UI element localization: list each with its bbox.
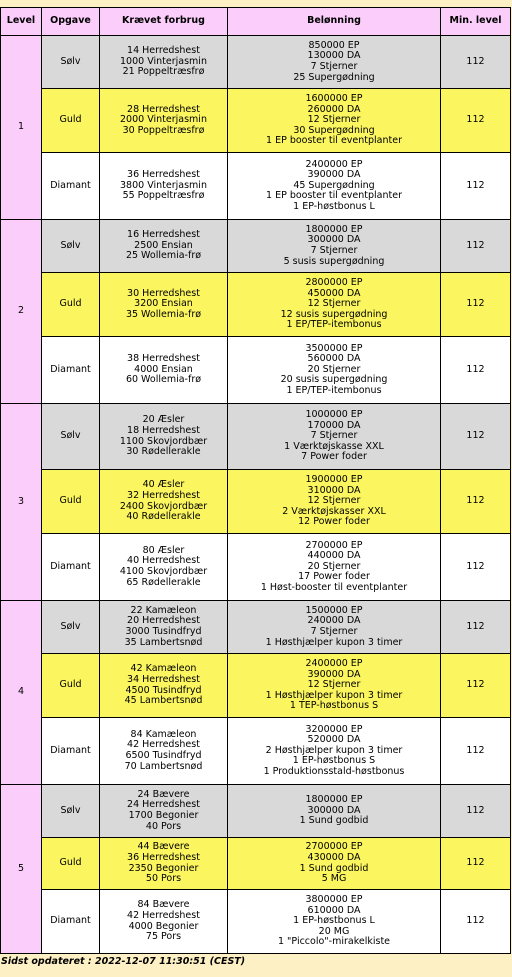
belonning-cell <box>228 153 441 220</box>
forbrug-line: 3000 Tusindfryd <box>125 626 202 637</box>
belonning-line: 20 MG <box>318 925 350 937</box>
belonning-line: 1 Høst-booster til eventplanter <box>260 581 408 593</box>
header-level: Level <box>1 8 42 36</box>
forbrug-cell <box>100 404 228 470</box>
forbrug-line: 34 Herredshest <box>127 673 200 685</box>
forbrug-line: 40 Æsler <box>142 479 185 491</box>
belonning-cell <box>228 273 441 337</box>
header-belonning: Belønning <box>228 8 441 36</box>
forbrug-line: 44 Bævere <box>137 841 190 853</box>
header-row <box>1 8 511 36</box>
belonning-line: 7 Stjerner <box>310 245 358 256</box>
forbrug-line: 1700 Begonier <box>128 810 199 821</box>
min-level-cell: 112 <box>441 337 511 404</box>
forbrug-cell <box>100 654 228 718</box>
forbrug-line: 1000 Vinterjasmin <box>120 55 207 67</box>
belonning-line: 12 Stjerner <box>307 495 361 507</box>
belonning-line: 1 Værktøjskasse XXL <box>284 440 384 452</box>
belonning-line: 12 Stjerner <box>307 679 361 691</box>
belonning-line: 390000 DA <box>307 169 361 181</box>
belonning-line: 1600000 EP <box>305 93 363 105</box>
belonning-line: 17 Power foder <box>298 571 370 583</box>
table-row <box>1 838 511 890</box>
belonning-line: 1 EP booster til eventplanter <box>266 190 402 202</box>
forbrug-line: 4500 Tusindfryd <box>125 684 202 696</box>
forbrug-line: 21 Poppeltræsfrø <box>122 66 205 78</box>
belonning-cell <box>228 890 441 954</box>
forbrug-line: 30 Rødellerakle <box>126 446 201 458</box>
belonning-line: 20 Stjerner <box>307 363 361 375</box>
forbrug-cell <box>100 890 228 954</box>
belonning-line: 2800000 EP <box>305 277 363 289</box>
forbrug-line: 32 Herredshest <box>127 489 200 501</box>
min-level-cell: 112 <box>441 404 511 470</box>
belonning-line: 1 EP/TEP-itembonus <box>286 384 382 396</box>
forbrug-line: 20 Herredshest <box>127 615 200 627</box>
belonning-line: 1 EP/TEP-itembonus <box>286 319 382 331</box>
forbrug-line: 14 Herredshest <box>127 45 200 57</box>
belonning-cell <box>228 838 441 890</box>
opgave-cell: Sølv <box>42 36 100 89</box>
last-updated: Sidst opdateret : 2022-12-07 11:30:51 (CEST) <box>1 956 246 967</box>
belonning-line: 3800000 EP <box>305 894 363 906</box>
min-level-cell: 112 <box>441 838 511 890</box>
table-row <box>1 337 511 404</box>
forbrug-line: 24 Herredshest <box>127 799 200 811</box>
table-row <box>1 404 511 470</box>
forbrug-cell <box>100 36 228 89</box>
header-opgave: Opgave <box>42 8 100 36</box>
forbrug-line: 3800 Vinterjasmin <box>120 179 207 191</box>
event-rewards-table <box>0 7 511 954</box>
min-level-cell: 112 <box>441 890 511 954</box>
level-cell: 3 <box>1 404 42 601</box>
belonning-line: 450000 DA <box>307 287 361 299</box>
opgave-cell: Guld <box>42 470 100 534</box>
opgave-cell: Diamant <box>42 534 100 601</box>
table-row <box>1 890 511 954</box>
min-level-cell: 112 <box>441 601 511 654</box>
belonning-line: 1900000 EP <box>305 474 363 486</box>
level-cell: 4 <box>1 601 42 785</box>
belonning-line: 7 Stjerner <box>310 61 358 72</box>
table-row <box>1 273 511 337</box>
opgave-cell: Guld <box>42 838 100 890</box>
belonning-cell <box>228 337 441 404</box>
forbrug-line: 16 Herredshest <box>127 229 200 241</box>
forbrug-line: 30 Herredshest <box>127 287 200 299</box>
forbrug-line: 2400 Skovjordbær <box>119 500 208 512</box>
belonning-line: 430000 DA <box>307 851 361 863</box>
forbrug-line: 4000 Ensian <box>134 363 193 375</box>
table-row <box>1 153 511 220</box>
forbrug-cell <box>100 785 228 838</box>
table-row <box>1 785 511 838</box>
forbrug-line: 18 Herredshest <box>127 424 200 436</box>
belonning-line: 2 Høsthjælper kupon 3 timer <box>265 744 403 756</box>
min-level-cell: 112 <box>441 718 511 785</box>
forbrug-cell <box>100 153 228 220</box>
opgave-cell: Sølv <box>42 220 100 273</box>
forbrug-line: 24 Bævere <box>137 788 190 800</box>
forbrug-cell <box>100 337 228 404</box>
belonning-cell <box>228 718 441 785</box>
forbrug-line: 42 Herredshest <box>127 909 200 921</box>
forbrug-line: 25 Wollemia-frø <box>125 250 202 262</box>
forbrug-line: 4100 Skovjordbær <box>119 566 208 577</box>
belonning-line: 45 Supergødning <box>293 179 375 191</box>
belonning-line: 7 Stjerner <box>310 430 358 442</box>
forbrug-cell <box>100 470 228 534</box>
forbrug-cell <box>100 534 228 601</box>
table-body <box>1 36 511 954</box>
belonning-line: 12 Power foder <box>298 516 370 528</box>
belonning-line: 390000 DA <box>307 668 361 680</box>
belonning-line: 2400000 EP <box>305 658 363 670</box>
forbrug-line: 42 Herredshest <box>127 739 200 751</box>
forbrug-line: 35 Lambertsnød <box>124 636 203 648</box>
forbrug-line: 22 Kamæleon <box>130 604 197 616</box>
forbrug-line: 84 Bævere <box>137 899 190 911</box>
belonning-line: 1 TEP-høstbonus S <box>289 700 379 712</box>
forbrug-line: 70 Lambertsnød <box>124 760 203 772</box>
forbrug-line: 3200 Ensian <box>134 298 193 310</box>
header-forbrug: Krævet forbrug <box>100 8 228 36</box>
belonning-cell <box>228 404 441 470</box>
belonning-line: 5 susis supergødning <box>283 255 385 267</box>
header-min-level: Min. level <box>441 8 511 36</box>
belonning-line: 1 EP-høstbonus S <box>292 755 376 767</box>
belonning-line: 20 susis supergødning <box>280 374 388 386</box>
min-level-cell: 112 <box>441 153 511 220</box>
forbrug-cell <box>100 89 228 153</box>
belonning-line: 170000 DA <box>307 419 361 431</box>
opgave-cell: Sølv <box>42 601 100 654</box>
belonning-line: 1800000 EP <box>305 223 363 235</box>
opgave-cell: Diamant <box>42 337 100 404</box>
forbrug-line: 55 Poppeltræsfrø <box>122 190 205 202</box>
forbrug-cell <box>100 601 228 654</box>
forbrug-cell <box>100 838 228 890</box>
belonning-line: 7 Power foder <box>301 451 367 463</box>
min-level-cell: 112 <box>441 36 511 89</box>
forbrug-line: 2500 Ensian <box>134 239 193 251</box>
belonning-line: 1500000 EP <box>305 604 363 616</box>
belonning-line: 560000 DA <box>307 353 361 365</box>
belonning-line: 12 susis supergødning <box>280 308 388 320</box>
min-level-cell: 112 <box>441 785 511 838</box>
belonning-line: 25 Supergødning <box>293 71 375 83</box>
belonning-line: 2 Værktøjskasser XXL <box>282 505 386 517</box>
belonning-line: 130000 DA <box>307 50 361 62</box>
forbrug-cell <box>100 220 228 273</box>
belonning-line: 1 EP booster til eventplanter <box>266 135 402 147</box>
belonning-line: 440000 DA <box>307 550 361 562</box>
forbrug-line: 20 Æsler <box>142 414 185 426</box>
belonning-cell <box>228 601 441 654</box>
belonning-cell <box>228 785 441 838</box>
belonning-line: 1000000 EP <box>305 409 363 421</box>
opgave-cell: Diamant <box>42 890 100 954</box>
belonning-line: 1 "Piccolo"-mirakelkiste <box>277 936 391 948</box>
belonning-cell <box>228 654 441 718</box>
belonning-line: 7 Stjerner <box>310 626 358 637</box>
min-level-cell: 112 <box>441 89 511 153</box>
belonning-line: 3200000 EP <box>305 723 363 735</box>
table-row <box>1 654 511 718</box>
forbrug-line: 28 Herredshest <box>127 103 200 115</box>
belonning-line: 2700000 EP <box>305 539 363 551</box>
forbrug-line: 45 Lambertsnød <box>124 695 203 707</box>
forbrug-line: 60 Wollemia-frø <box>125 374 202 386</box>
table-row <box>1 601 511 654</box>
belonning-line: 520000 DA <box>307 734 361 746</box>
belonning-line: 1 EP-høstbonus L <box>293 915 375 927</box>
belonning-line: 1 Produktionsstald-høstbonus <box>263 765 405 777</box>
belonning-cell <box>228 89 441 153</box>
forbrug-line: 75 Pors <box>145 931 182 943</box>
min-level-cell: 112 <box>441 220 511 273</box>
belonning-line: 1 Sund godbid <box>299 862 369 874</box>
forbrug-cell <box>100 273 228 337</box>
forbrug-line: 84 Kamæleon <box>130 728 197 740</box>
belonning-line: 12 Stjerner <box>307 114 361 126</box>
forbrug-line: 65 Rødellerakle <box>126 576 201 588</box>
forbrug-line: 38 Herredshest <box>127 353 200 365</box>
level-cell: 2 <box>1 220 42 404</box>
belonning-line: 1 Sund godbid <box>299 815 369 827</box>
table-row <box>1 534 511 601</box>
forbrug-line: 35 Wollemia-frø <box>125 308 202 320</box>
opgave-cell: Diamant <box>42 718 100 785</box>
opgave-cell: Sølv <box>42 785 100 838</box>
belonning-line: 300000 DA <box>307 234 361 246</box>
belonning-line: 300000 DA <box>307 804 361 816</box>
opgave-cell: Diamant <box>42 153 100 220</box>
min-level-cell: 112 <box>441 273 511 337</box>
min-level-cell: 112 <box>441 470 511 534</box>
opgave-cell: Guld <box>42 654 100 718</box>
belonning-line: 1 EP-høstbonus L <box>293 200 375 212</box>
forbrug-line: 80 Æsler <box>142 544 185 556</box>
forbrug-cell <box>100 718 228 785</box>
forbrug-line: 50 Pors <box>145 873 182 885</box>
forbrug-line: 40 Pors <box>145 820 182 832</box>
belonning-line: 5 MG <box>321 873 347 885</box>
level-cell: 1 <box>1 36 42 220</box>
belonning-line: 2400000 EP <box>305 158 363 170</box>
forbrug-line: 2000 Vinterjasmin <box>120 114 207 126</box>
belonning-line: 20 Stjerner <box>307 560 361 572</box>
belonning-line: 3500000 EP <box>305 342 363 354</box>
belonning-line: 1 Høsthjælper kupon 3 timer <box>265 689 403 701</box>
belonning-cell <box>228 36 441 89</box>
table-row <box>1 470 511 534</box>
belonning-line: 850000 EP <box>308 39 360 51</box>
min-level-cell: 112 <box>441 534 511 601</box>
belonning-line: 12 Stjerner <box>307 298 361 310</box>
belonning-line: 310000 DA <box>307 484 361 496</box>
belonning-line: 260000 DA <box>307 103 361 115</box>
belonning-cell <box>228 220 441 273</box>
forbrug-line: 6500 Tusindfryd <box>125 750 202 761</box>
table-row <box>1 718 511 785</box>
forbrug-line: 40 Herredshest <box>127 555 200 567</box>
opgave-cell: Guld <box>42 89 100 153</box>
opgave-cell: Guld <box>42 273 100 337</box>
table-row <box>1 89 511 153</box>
table-row <box>1 220 511 273</box>
forbrug-line: 1100 Skovjordbær <box>119 435 208 447</box>
belonning-line: 1 Høsthjælper kupon 3 timer <box>265 636 403 648</box>
forbrug-line: 40 Rødellerakle <box>126 511 201 523</box>
min-level-cell: 112 <box>441 654 511 718</box>
forbrug-line: 36 Herredshest <box>127 169 200 181</box>
forbrug-line: 4000 Begonier <box>128 920 199 932</box>
belonning-cell <box>228 534 441 601</box>
forbrug-line: 30 Poppeltræsfrø <box>122 124 205 136</box>
forbrug-line: 2350 Begonier <box>128 862 199 874</box>
table-row <box>1 36 511 89</box>
belonning-line: 610000 DA <box>307 904 361 916</box>
belonning-line: 30 Supergødning <box>293 124 375 136</box>
opgave-cell: Sølv <box>42 404 100 470</box>
belonning-line: 1800000 EP <box>305 794 363 806</box>
forbrug-line: 42 Kamæleon <box>130 663 197 675</box>
belonning-line: 240000 DA <box>307 615 361 627</box>
belonning-line: 2700000 EP <box>305 841 363 853</box>
level-cell: 5 <box>1 785 42 954</box>
belonning-cell <box>228 470 441 534</box>
forbrug-line: 36 Herredshest <box>127 851 200 863</box>
